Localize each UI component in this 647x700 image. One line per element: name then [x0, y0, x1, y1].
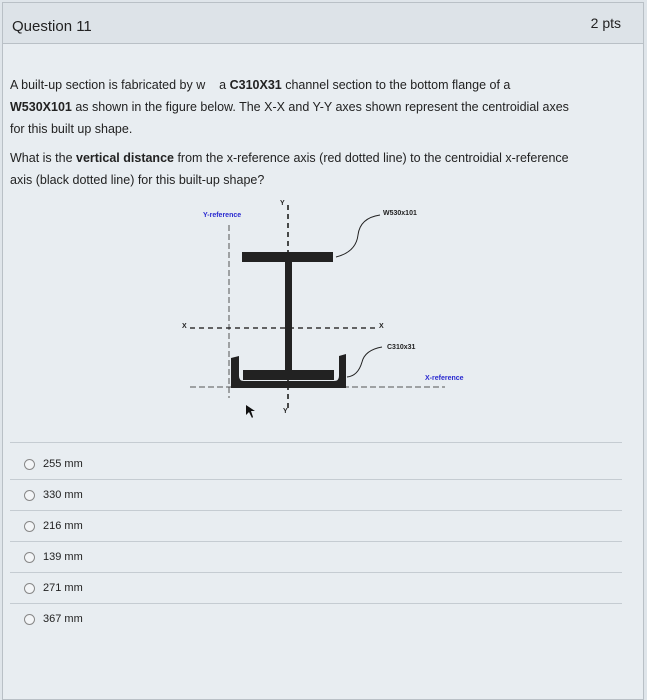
- radio-button[interactable]: [24, 459, 35, 470]
- radio-button[interactable]: [24, 490, 35, 501]
- c-section-label: C310x31: [387, 344, 416, 351]
- x-axis-label-right: X: [379, 323, 384, 330]
- divider: [10, 442, 622, 443]
- c-leader-arrow: [347, 347, 382, 377]
- y-reference-label: Y-reference: [203, 212, 242, 219]
- x-axis-label-left: X: [182, 323, 187, 330]
- question-points: 2 pts: [590, 15, 621, 31]
- x-reference-label: X-reference: [425, 375, 464, 382]
- answer-option[interactable]: 271 mm: [24, 582, 83, 594]
- radio-button[interactable]: [24, 583, 35, 594]
- divider: [10, 510, 622, 511]
- radio-button[interactable]: [24, 614, 35, 625]
- question-text-2: W530X101 as shown in the figure below. The X-X and Y-Y axes shown represent the centroidial axes: [10, 100, 569, 114]
- question-text-3: for this built up shape.: [10, 122, 133, 136]
- cursor-icon: [246, 405, 255, 418]
- answer-option[interactable]: 216 mm: [24, 520, 83, 532]
- divider: [10, 572, 622, 573]
- divider: [10, 479, 622, 480]
- question-title: Question 11: [12, 18, 92, 35]
- radio-button[interactable]: [24, 552, 35, 563]
- y-axis-label-top: Y: [280, 200, 285, 207]
- answer-option[interactable]: 367 mm: [24, 613, 83, 625]
- w-leader-arrow: [336, 215, 380, 257]
- question-prompt-2: axis (black dotted line) for this built-up shape?: [10, 173, 265, 187]
- question-prompt-1: What is the vertical distance from the x-reference axis (red dotted line) to the centroidial x-reference: [10, 151, 569, 165]
- answer-option[interactable]: 255 mm: [24, 458, 83, 470]
- w-section-label: W530x101: [383, 210, 417, 217]
- question-text-1: A built-up section is fabricated by w a C310X31 channel section to the bottom flange of a: [10, 78, 511, 92]
- divider: [10, 541, 622, 542]
- answer-option[interactable]: 139 mm: [24, 551, 83, 563]
- y-axis-label-bottom: Y: [283, 408, 288, 415]
- w-section: [242, 252, 334, 380]
- radio-button[interactable]: [24, 521, 35, 532]
- divider: [10, 603, 622, 604]
- answer-option[interactable]: 330 mm: [24, 489, 83, 501]
